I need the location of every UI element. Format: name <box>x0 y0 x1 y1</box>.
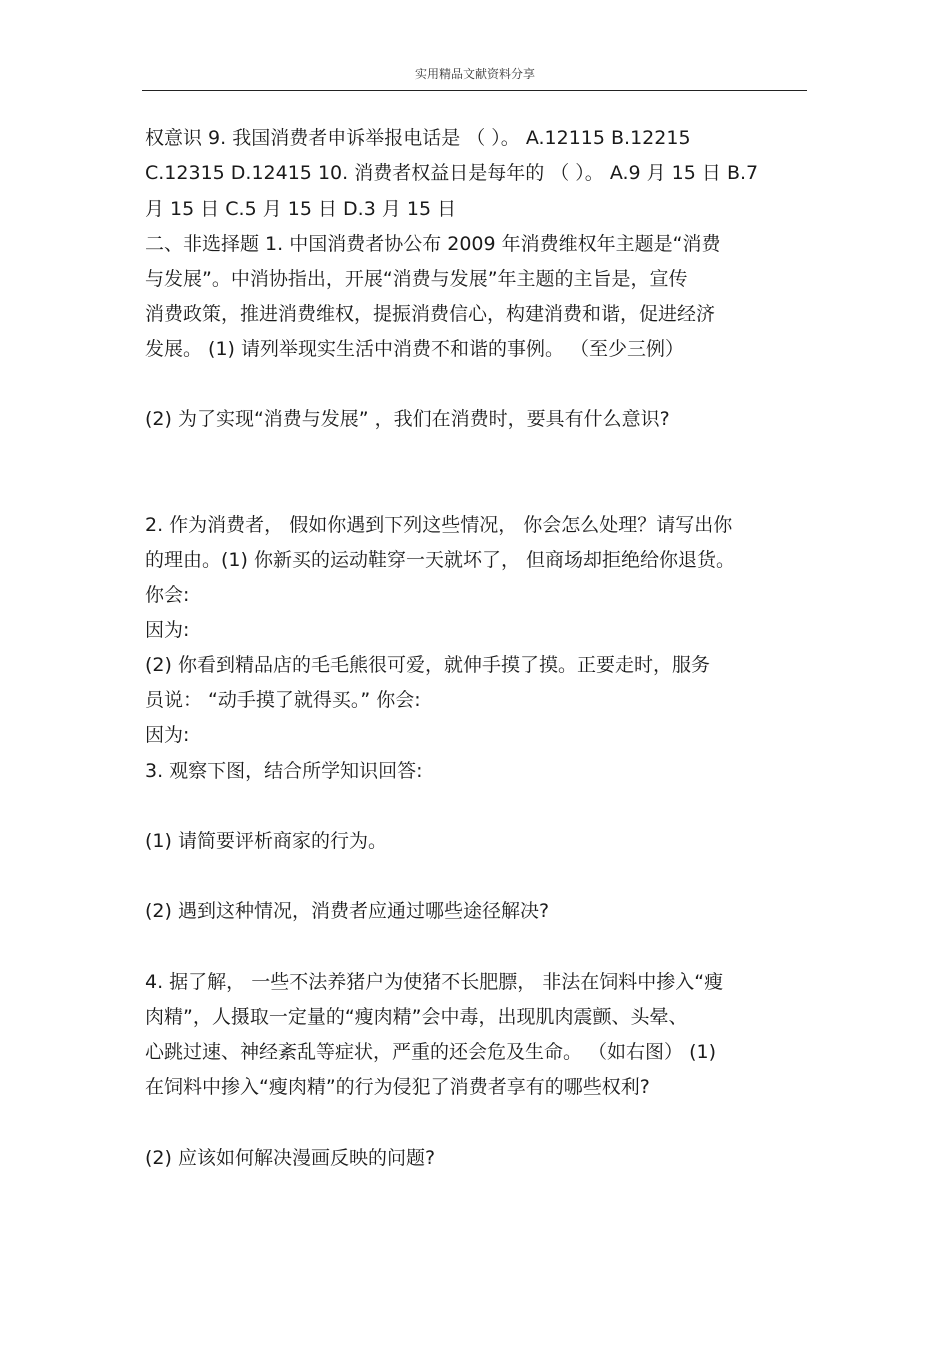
text-line: 肉精”，人摄取一定量的“瘦肉精”会中毒，出现肌肉震颤、头晕、 <box>145 1006 688 1028</box>
text-line: 你会: <box>145 584 190 606</box>
text-line: 的理由。(1) 你新买的运动鞋穿一天就坏了， 但商场却拒绝给你退货。 <box>145 549 735 571</box>
text-line: 员说： “动手摸了就得买。” 你会: <box>145 689 421 711</box>
text-line: 因为: <box>145 619 190 641</box>
text-line: (1) 请简要评析商家的行为。 <box>145 830 387 852</box>
page-header: 实用精品文献资料分享 <box>414 67 535 81</box>
header-divider <box>142 90 807 91</box>
text-line: 二、非选择题 1. 中国消费者协公布 2009 年消费维权年主题是“消费 <box>145 233 721 255</box>
text-line: 心跳过速、神经紊乱等症状，严重的还会危及生命。 （如右图） (1) <box>145 1041 716 1063</box>
text-line: 4. 据了解， 一些不法养猪户为使猪不长肥膘， 非法在饲料中掺入“瘦 <box>145 971 724 993</box>
text-line: 因为: <box>145 724 190 746</box>
text-line: 消费政策，推进消费维权，提振消费信心，构建消费和谐，促进经济 <box>145 303 716 325</box>
text-line: 3. 观察下图，结合所学知识回答: <box>145 760 423 782</box>
text-line: (2) 遇到这种情况，消费者应通过哪些途径解决? <box>145 900 550 922</box>
text-line: (2) 为了实现“消费与发展” ，我们在消费时，要具有什么意识? <box>145 408 670 430</box>
text-line: 在饲料中掺入“瘦肉精”的行为侵犯了消费者享有的哪些权利? <box>145 1076 650 1098</box>
text-line: 发展。 (1) 请列举现实生活中消费不和谐的事例。 （至少三例） <box>145 338 685 360</box>
text-line: C.12315 D.12415 10. 消费者权益日是每年的 （ ）。 A.9 月 15 日 B.7 <box>145 162 759 184</box>
text-line: 与发展”。中消协指出，开展“消费与发展”年主题的主旨是，宣传 <box>145 268 688 290</box>
text-line: 2. 作为消费者， 假如你遇到下列这些情况， 你会怎么处理？请写出你 <box>145 514 733 536</box>
text-line: (2) 应该如何解决漫画反映的问题? <box>145 1147 436 1169</box>
text-line: 权意识 9. 我国消费者申诉举报电话是 （ ）。 A.12115 B.12215 <box>145 127 691 149</box>
text-line: (2) 你看到精品店的毛毛熊很可爱，就伸手摸了摸。正要走时，服务 <box>145 654 710 676</box>
text-line: 月 15 日 C.5 月 15 日 D.3 月 15 日 <box>145 198 457 220</box>
